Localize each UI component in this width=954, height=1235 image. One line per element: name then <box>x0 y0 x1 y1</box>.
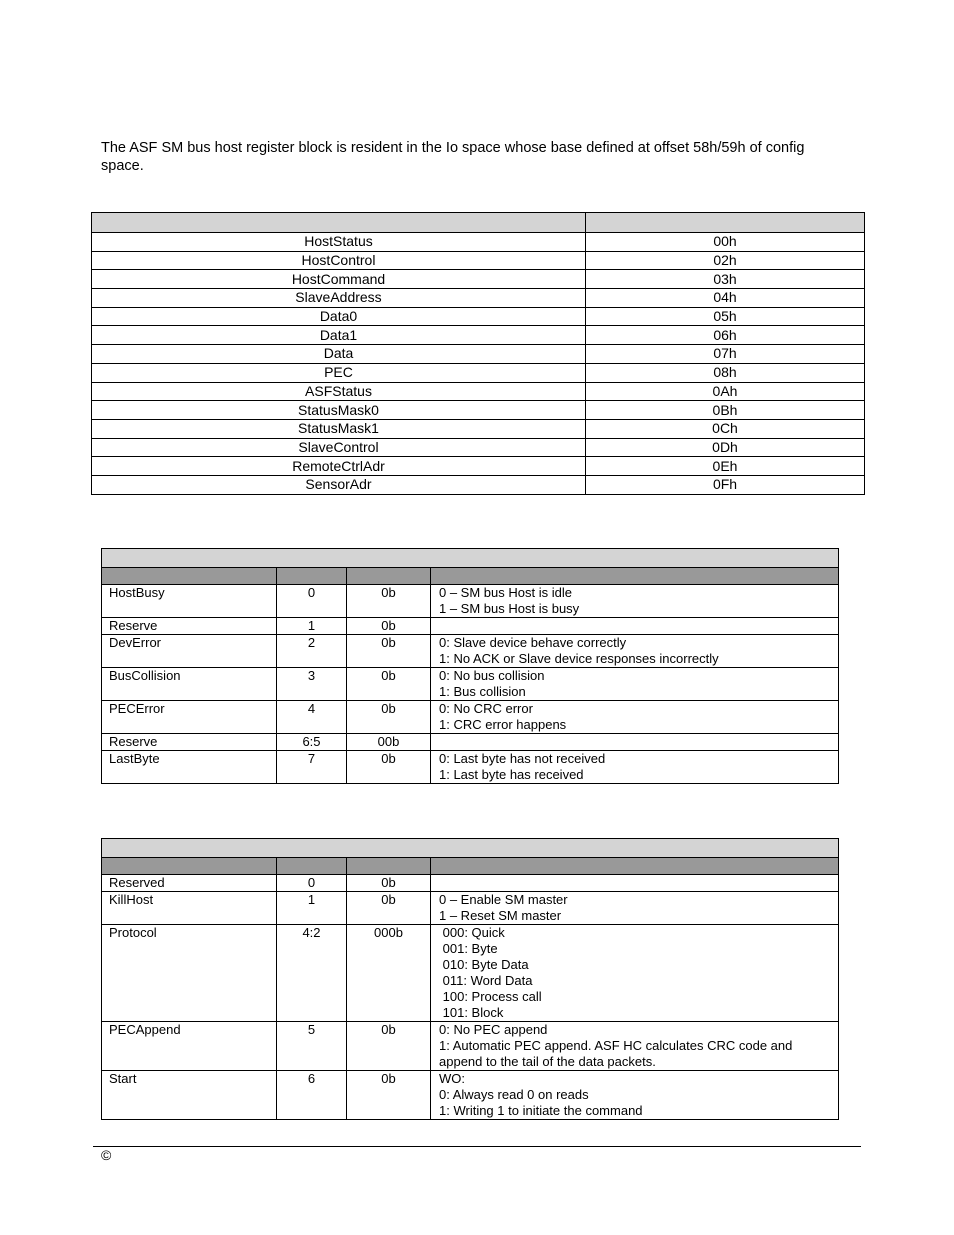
host-control-title-bar <box>102 839 839 858</box>
field-description <box>431 734 839 751</box>
register-row <box>92 345 865 364</box>
bit-field-row <box>102 1071 839 1120</box>
register-row <box>92 289 865 308</box>
register-row <box>92 233 865 252</box>
field-default: 0b <box>347 635 431 668</box>
register-name: SlaveAddress <box>92 289 586 308</box>
description-line: 1 – Reset SM master <box>439 908 562 923</box>
field-name: HostBusy <box>102 585 277 618</box>
register-row <box>92 307 865 326</box>
host-status-title-bar <box>102 549 839 568</box>
description-line: 0: Slave device behave correctly <box>439 635 627 650</box>
description-line: 1: No ACK or Slave device responses incorrectly <box>439 651 719 666</box>
field-bits: 6 <box>277 1071 347 1120</box>
field-description <box>431 585 839 618</box>
register-map-table <box>91 212 865 495</box>
register-row <box>92 251 865 270</box>
register-row <box>92 475 865 494</box>
field-name: PECAppend <box>102 1022 277 1071</box>
description-line: 0: No CRC error <box>439 701 533 716</box>
bit-field-row <box>102 875 839 892</box>
field-name: Start <box>102 1071 277 1120</box>
bit-field-row <box>102 668 839 701</box>
register-offset: 0Dh <box>586 438 865 457</box>
field-description <box>431 751 839 784</box>
field-bits: 5 <box>277 1022 347 1071</box>
copyright-mark: © <box>101 1147 112 1163</box>
description-line: 0: No PEC append <box>439 1022 548 1037</box>
field-bits: 1 <box>277 892 347 925</box>
register-row <box>92 363 865 382</box>
register-name: StatusMask0 <box>92 401 586 420</box>
host-status-table <box>101 548 839 784</box>
field-description <box>431 701 839 734</box>
field-default: 0b <box>347 1071 431 1120</box>
description-line: 100: Process call <box>439 989 542 1004</box>
field-description <box>431 668 839 701</box>
register-name: StatusMask1 <box>92 419 586 438</box>
register-name: ASFStatus <box>92 382 586 401</box>
register-name: RemoteCtrlAdr <box>92 457 586 476</box>
field-default: 0b <box>347 892 431 925</box>
description-line: 000: Quick <box>439 925 505 940</box>
register-row <box>92 326 865 345</box>
field-name: BusCollision <box>102 668 277 701</box>
field-bits: 7 <box>277 751 347 784</box>
register-name: Data1 <box>92 326 586 345</box>
register-offset: 02h <box>586 251 865 270</box>
field-bits: 1 <box>277 618 347 635</box>
description-line: 1: CRC error happens <box>439 717 567 732</box>
field-name: Reserve <box>102 734 277 751</box>
register-name: HostCommand <box>92 270 586 289</box>
register-row <box>92 401 865 420</box>
bit-field-row <box>102 701 839 734</box>
register-offset: 05h <box>586 307 865 326</box>
description-line: 011: Word Data <box>439 973 533 988</box>
description-line: 0: Always read 0 on reads <box>439 1087 589 1102</box>
field-bits: 3 <box>277 668 347 701</box>
register-offset: 0Fh <box>586 475 865 494</box>
field-default: 0b <box>347 701 431 734</box>
register-offset: 04h <box>586 289 865 308</box>
register-row <box>92 438 865 457</box>
description-line: 010: Byte Data <box>439 957 529 972</box>
field-default: 0b <box>347 875 431 892</box>
register-name: SensorAdr <box>92 475 586 494</box>
description-line: 0 – Enable SM master <box>439 892 568 907</box>
register-name: PEC <box>92 363 586 382</box>
description-line: 0 – SM bus Host is idle <box>439 585 572 600</box>
register-offset: 0Bh <box>586 401 865 420</box>
description-line: 1: Writing 1 to initiate the command <box>439 1103 643 1118</box>
register-offset: 06h <box>586 326 865 345</box>
bit-field-row <box>102 925 839 1022</box>
intro-paragraph: The ASF SM bus host register block is resident in the Io space whose base defined at offset 58h/59h of config space. <box>101 140 805 174</box>
field-name: Reserve <box>102 618 277 635</box>
register-name: HostStatus <box>92 233 586 252</box>
register-offset: 0Eh <box>586 457 865 476</box>
register-name: HostControl <box>92 251 586 270</box>
field-default: 0b <box>347 618 431 635</box>
description-line: 1: Last byte has received <box>439 767 584 782</box>
register-name: SlaveControl <box>92 438 586 457</box>
bit-field-row <box>102 892 839 925</box>
field-description <box>431 618 839 635</box>
bit-field-row <box>102 618 839 635</box>
footer-divider <box>93 1146 861 1147</box>
register-name: Data0 <box>92 307 586 326</box>
bit-field-row <box>102 751 839 784</box>
register-offset: 0Ch <box>586 419 865 438</box>
description-line: 001: Byte <box>439 941 498 956</box>
register-row <box>92 457 865 476</box>
field-description <box>431 892 839 925</box>
description-line: 1: Automatic PEC append. ASF HC calculates CRC code and append to the tail of the data packets. <box>439 1038 796 1069</box>
host-control-table <box>101 838 839 1120</box>
field-name: PECError <box>102 701 277 734</box>
field-bits: 6:5 <box>277 734 347 751</box>
field-default: 0b <box>347 1022 431 1071</box>
description-line: 101: Block <box>439 1005 504 1020</box>
description-line: 1 – SM bus Host is busy <box>439 601 580 616</box>
register-row <box>92 419 865 438</box>
host-status-column-header <box>102 568 839 585</box>
description-line: WO: <box>439 1071 465 1086</box>
field-name: DevError <box>102 635 277 668</box>
field-bits: 4:2 <box>277 925 347 1022</box>
bit-field-row <box>102 1022 839 1071</box>
field-default: 0b <box>347 668 431 701</box>
field-default: 00b <box>347 734 431 751</box>
bit-field-row <box>102 585 839 618</box>
field-bits: 0 <box>277 875 347 892</box>
register-offset: 00h <box>586 233 865 252</box>
register-offset: 08h <box>586 363 865 382</box>
field-name: LastByte <box>102 751 277 784</box>
field-description <box>431 1022 839 1071</box>
field-name: Reserved <box>102 875 277 892</box>
field-default: 0b <box>347 585 431 618</box>
description-line: 0: No bus collision <box>439 668 545 683</box>
register-map-header <box>92 213 865 233</box>
register-row <box>92 270 865 289</box>
bit-field-row <box>102 635 839 668</box>
field-description <box>431 635 839 668</box>
register-offset: 07h <box>586 345 865 364</box>
field-name: Protocol <box>102 925 277 1022</box>
bit-field-row <box>102 734 839 751</box>
field-default: 000b <box>347 925 431 1022</box>
description-line: 1: Bus collision <box>439 684 526 699</box>
register-offset: 0Ah <box>586 382 865 401</box>
field-description <box>431 925 839 1022</box>
register-offset: 03h <box>586 270 865 289</box>
field-bits: 4 <box>277 701 347 734</box>
field-description <box>431 1071 839 1120</box>
field-default: 0b <box>347 751 431 784</box>
field-bits: 0 <box>277 585 347 618</box>
host-control-column-header <box>102 858 839 875</box>
field-name: KillHost <box>102 892 277 925</box>
register-name: Data <box>92 345 586 364</box>
description-line: 0: Last byte has not received <box>439 751 606 766</box>
field-description <box>431 875 839 892</box>
register-row <box>92 382 865 401</box>
field-bits: 2 <box>277 635 347 668</box>
